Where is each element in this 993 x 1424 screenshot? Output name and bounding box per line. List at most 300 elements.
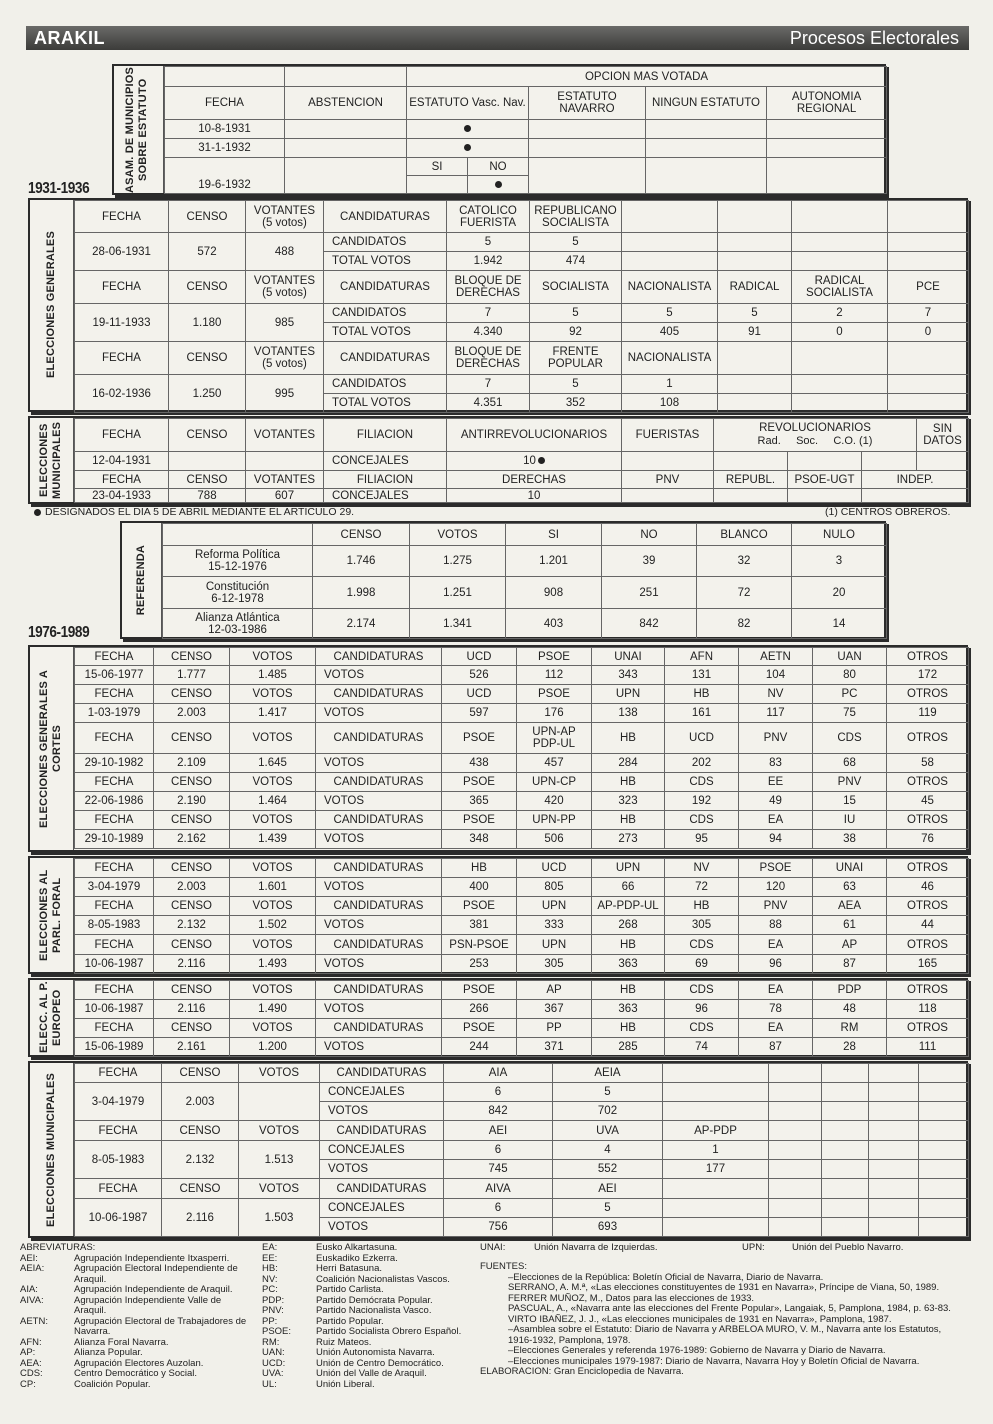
abbreviation-unai: UNAI: Unión Navarra de Izquierdas.: [480, 1242, 658, 1253]
vote-count: 381: [442, 916, 517, 935]
note-dot: [34, 509, 41, 516]
vote-dot: [464, 125, 471, 132]
censo-value: 572: [169, 233, 246, 271]
party-name: HB: [592, 935, 665, 955]
vote-count: 69: [665, 955, 739, 974]
vote-count: 842: [444, 1102, 553, 1121]
europeo-block: [28, 978, 968, 1057]
votos-value: 1.493: [230, 955, 316, 974]
censo-value: 2.116: [162, 1199, 239, 1237]
source-line: –Elecciones municipales 1979-1987: Diario de Navarra, Navarra Hoy y Boletín Oficial de Navarra.: [508, 1355, 920, 1367]
election-date: 15-06-1977: [75, 666, 154, 685]
vote-count: 756: [444, 1218, 553, 1237]
abbreviation-row: UAN: Unión Autonomista Navarra.: [262, 1347, 435, 1358]
vote-count: 305: [517, 955, 592, 974]
abbreviation-row: AP: Alianza Popular.: [20, 1347, 143, 1358]
party-name: HB: [442, 859, 517, 878]
vote-count: 363: [592, 1000, 665, 1019]
votantes-value: 488: [246, 233, 324, 271]
municipales-table: [74, 1063, 969, 1237]
election-date: 12-04-1931: [75, 452, 169, 471]
party-name: HB: [592, 1019, 665, 1038]
abbreviation-row: PP: Partido Popular.: [262, 1315, 384, 1327]
vote-count: 58: [887, 754, 969, 773]
table-row: VOTOS 842 702: [75, 1102, 969, 1121]
election-date: 28-06-1931: [75, 233, 169, 271]
party-name: NV: [665, 859, 739, 878]
cortes-block: [28, 645, 968, 852]
vote-count: 120: [739, 878, 813, 897]
party-name: AEI: [553, 1179, 663, 1199]
party-name: AP: [517, 981, 592, 1000]
party-name: CATOLICO FUERISTA: [447, 201, 530, 233]
censo-value: 2.003: [154, 878, 230, 897]
censo-value: 2.190: [154, 792, 230, 811]
vote-count: 266: [442, 1000, 517, 1019]
election-date: 15-06-1989: [75, 1038, 154, 1057]
party-name: IU: [813, 811, 887, 830]
votos-value: 1.502: [230, 916, 316, 935]
party-name: PSOE: [442, 723, 517, 754]
abbreviation-row: AETN: Agrupación Electoral de Trabajadores de Navarra.: [20, 1315, 247, 1337]
vote-count: 111: [887, 1038, 969, 1057]
party-name: EA: [739, 811, 813, 830]
table-row: VOTOS 745 552 177: [75, 1160, 969, 1179]
election-date: 1-03-1979: [75, 704, 154, 723]
header-row: FECHA CENSO VOTOS CANDIDATURAS PSOE UPN AP-PDP-UL HB PNV AEA OTROS: [75, 897, 969, 916]
generales-1931-table: FECHA CENSO VOTANTES (5 votos) CANDIDATURAS CATOLICO FUERISTA REPUBLICANO SOCIALISTA 28-06-1931 572 488 CANDIDATOS 5 5 TOTAL VOTOS 1.942 474 FECHA CENSO VOTANTES (5 votos) CANDIDATURAS BLOQUE DE DERECHAS SOCIALISTA NACIONALISTA RADICAL RADICAL SOCIALISTA PCE 19-11-1933 1.180 985 CANDIDATOS 7 5 5 5 2 7 TOTAL VOTOS 4.340 92 405 91 0 0 FECHA CENSO VOTANTES (5 votos) CANDIDATURAS BLOQUE DE DERECHAS FRENTE POPULAR NACIONALISTA 16-02-1936 1.250 995 CANDIDATOS 7 5 1 TOTAL VOTOS 4.351 352 108: [74, 200, 969, 413]
asamblea-date: 31-1-1932: [165, 139, 285, 158]
abbreviations-col1: ABREVIATURAS: AEI: Agrupación Independiente Itxasperri. AEIA: Agrupación Electoral Independiente de Araquil. AIA: Agrupación Independiente de Araquil. AIVA: Agrupación Independiente Valle de Araquil. AETN: Agrupación Electoral de Trabajadores de Navarra. AFN: Alianza Foral Navarra. AP: Alianza Popular. AEA: Agrupación Electores Auzolan. CDS: Centro Democrático y Social. CP: Coalición Popular.: [20, 1243, 255, 1390]
vote-count: 78: [739, 1000, 813, 1019]
header-row: FECHA CENSO VOTOS CANDIDATURAS HB UCD UPN NV PSOE UNAI OTROS: [75, 859, 969, 878]
party-name: UCD: [442, 685, 517, 704]
vote-count: 48: [813, 1000, 887, 1019]
party-name: PDP: [813, 981, 887, 1000]
censo-value: 2.132: [154, 916, 230, 935]
party-name: RADICAL: [718, 271, 792, 304]
col-estatuto-vn: ESTATUTO Vasc. Nav.: [407, 87, 529, 120]
vote-count: 253: [442, 955, 517, 974]
party-name: OTROS: [887, 981, 969, 1000]
party-name: NV: [739, 685, 813, 704]
vote-count: 46: [887, 878, 969, 897]
party-name: PSN-PSOE: [442, 935, 517, 955]
votos-value: 1.439: [230, 830, 316, 849]
party-name: SOCIALISTA: [530, 271, 622, 304]
vote-count: 68: [813, 754, 887, 773]
table-row: VOTOS 756 693: [75, 1218, 969, 1237]
votos-value: 1.503: [239, 1199, 320, 1237]
table-row: 3-04-1979 2.003 CONCEJALES 6 5: [75, 1083, 969, 1102]
col-ningun: NINGUN ESTATUTO: [646, 87, 767, 120]
foral-table: [74, 858, 969, 974]
header-row: FECHA CENSO VOTOS CANDIDATURAS AIA AEIA: [75, 1064, 969, 1083]
vote-count: 702: [553, 1102, 663, 1121]
header-row: FECHA CENSO VOTOS CANDIDATURAS PSN-PSOE UPN HB CDS EA AP OTROS: [75, 935, 969, 955]
party-name: UNAI: [592, 648, 665, 666]
party-name: PNV: [739, 897, 813, 916]
election-date: 16-02-1936: [75, 375, 169, 413]
election-date: 19-11-1933: [75, 304, 169, 342]
party-name: HB: [592, 723, 665, 754]
party-name: AFN: [665, 648, 739, 666]
vote-count: 131: [665, 666, 739, 685]
vote-count: 88: [739, 916, 813, 935]
header-row: FECHA CENSO VOTOS CANDIDATURAS PSOE PP HB CDS EA RM OTROS: [75, 1019, 969, 1038]
votos-value: 1.490: [230, 1000, 316, 1019]
party-name: AETN: [739, 648, 813, 666]
header-row: FECHA CENSO VOTOS CANDIDATURAS PSOE UPN-CP HB CDS EE PNV OTROS: [75, 773, 969, 792]
concejales-count: 6: [444, 1199, 553, 1218]
election-date: 10-06-1987: [75, 1000, 154, 1019]
municipales-1931-label: ELECCIONES MUNICIPALES: [30, 418, 74, 502]
europeo-label: ELECC. AL P. EUROPEO: [30, 980, 74, 1055]
referendum-name: Reforma Política 15-12-1976: [163, 546, 313, 577]
vote-count: 117: [739, 704, 813, 723]
vote-count: 457: [517, 754, 592, 773]
header-row: FECHA CENSO VOTOS CANDIDATURAS AEI UVA AP-PDP: [75, 1121, 969, 1141]
censo-value: 1.180: [169, 304, 246, 342]
vote-count: 400: [442, 878, 517, 897]
vote-count: 161: [665, 704, 739, 723]
party-name: OTROS: [887, 723, 969, 754]
table-row: 15-06-1977 1.777 1.485 VOTOS 526 112 343 131 104 80 172: [75, 666, 969, 685]
vote-count: 506: [517, 830, 592, 849]
vote-count: 66: [592, 878, 665, 897]
party-name: UPN-CP: [517, 773, 592, 792]
vote-count: 348: [442, 830, 517, 849]
censo-value: 2.003: [162, 1083, 239, 1121]
party-name: UAN: [813, 648, 887, 666]
abbreviation-row: UVA: Unión del Valle de Araquil.: [262, 1368, 427, 1379]
abbreviation-row: HB: Herri Batasuna.: [262, 1263, 383, 1274]
concejales-count: 6: [444, 1141, 553, 1160]
vote-count: 104: [739, 666, 813, 685]
europeo-table: [74, 980, 969, 1057]
vote-count: 365: [442, 792, 517, 811]
vote-count: 95: [665, 830, 739, 849]
party-name: CDS: [665, 935, 739, 955]
party-name: AP-PDP: [663, 1121, 769, 1141]
vote-count: 745: [444, 1160, 553, 1179]
vote-count: 176: [517, 704, 592, 723]
abbreviation-row: CP: Coalición Popular.: [20, 1378, 151, 1390]
asamblea-date: 19-6-1932: [165, 158, 285, 194]
cortes-label: ELECCIONES GENERALES A CORTES: [30, 647, 74, 850]
page-header: [26, 26, 969, 50]
referenda-label: REFERENDA: [122, 523, 162, 637]
vote-count: 438: [442, 754, 517, 773]
vote-count: 343: [592, 666, 665, 685]
party-name: CDS: [665, 1019, 739, 1038]
abbreviation-row: EA: Eusko Alkartasuna.: [262, 1242, 398, 1253]
party-name: OTROS: [887, 773, 969, 792]
referenda-block: [120, 521, 886, 639]
concejales-count: 4: [553, 1141, 663, 1160]
party-name: CDS: [813, 723, 887, 754]
party-name: PSOE: [739, 859, 813, 878]
party-name: PSOE: [442, 773, 517, 792]
header-row: FECHA CENSO VOTOS CANDIDATURAS AIVA AEI: [75, 1179, 969, 1199]
abbreviation-row: PSOE: Partido Socialista Obrero Español.: [262, 1326, 462, 1337]
votos-value: 1.601: [230, 878, 316, 897]
abbreviation-row: PDP: Partido Demócrata Popular.: [262, 1294, 433, 1306]
vote-count: 80: [813, 666, 887, 685]
vote-count: 284: [592, 754, 665, 773]
votos-value: 1.513: [239, 1141, 320, 1179]
table-row: 8-05-1983 2.132 1.502 VOTOS 381 333 268 305 88 61 44: [75, 916, 969, 935]
censo-value: 2.162: [154, 830, 230, 849]
vote-count: 96: [665, 1000, 739, 1019]
vote-count: 49: [739, 792, 813, 811]
party-name: AIVA: [444, 1179, 553, 1199]
abbreviation-row: AEA: Agrupación Electores Auzolan.: [20, 1357, 204, 1369]
referendum-name: Alianza Atlántica 12-03-1986: [163, 609, 313, 639]
party-name: AEIA: [553, 1064, 663, 1083]
abbreviation-row: AIA: Agrupación Independiente de Araquil.: [20, 1284, 233, 1295]
party-name: HB: [592, 981, 665, 1000]
abbreviation-row: EE: Euskadiko Ezkerra.: [262, 1252, 398, 1264]
party-name: PSOE: [442, 897, 517, 916]
election-date: 10-06-1987: [75, 955, 154, 974]
asamblea-label: ASAM. DE MUNICIPIOS SOBRE ESTATUTO: [114, 66, 164, 193]
censo-value: 2.003: [154, 704, 230, 723]
header-row: FECHA CENSO VOTOS CANDIDATURAS UCD PSOE UPN HB NV PC OTROS: [75, 685, 969, 704]
party-name: RADICAL SOCIALISTA: [792, 271, 888, 304]
party-name: EA: [739, 935, 813, 955]
concejales-count: 5: [553, 1199, 663, 1218]
municipales-1931-table: FECHA CENSO VOTANTES FILIACION ANTIRREVOLUCIONARIOS FUERISTAS REVOLUCIONARIOS Rad. Soc. C.O. (1) SIN DATOS 12-04-1931 CONCEJALES 10 FECHA CENSO VOTANTES FILIACION DERECHAS PNV REPUBL. PSOE-UGT INDEP. 23-04-1933 788 607 CONCEJALES 10: [74, 418, 969, 503]
party-name: CDS: [665, 773, 739, 792]
party-name: UPN-AP PDP-UL: [517, 723, 592, 754]
header-row: FECHA CENSO VOTOS CANDIDATURAS PSOE UPN-PP HB CDS EA IU OTROS: [75, 811, 969, 830]
vote-count: 805: [517, 878, 592, 897]
source-line: SERRANO, A. M.ª, «Las elecciones constituyentes de 1931 en Navarra», Príncipe de Viana, 50, 1989.: [508, 1282, 940, 1293]
party-name: PSOE: [517, 685, 592, 704]
party-name: UVA: [553, 1121, 663, 1141]
abbreviation-row: CDS: Centro Democrático y Social.: [20, 1368, 198, 1379]
vote-count: 268: [592, 916, 665, 935]
table-row: 10-06-1987 2.116 1.493 VOTOS 253 305 363 69 96 87 165: [75, 955, 969, 974]
election-date: 22-06-1986: [75, 792, 154, 811]
party-name: EA: [739, 1019, 813, 1038]
table-row: 29-10-1989 2.162 1.439 VOTOS 348 506 273 95 94 38 76: [75, 830, 969, 849]
municipality-name: ARAKIL: [34, 27, 105, 48]
cortes-table: [74, 647, 969, 849]
party-name: PNV: [813, 773, 887, 792]
table-row: 3-04-1979 2.003 1.601 VOTOS 400 805 66 72 120 63 46: [75, 878, 969, 897]
table-row: 1-03-1979 2.003 1.417 VOTOS 597 176 138 161 117 75 119: [75, 704, 969, 723]
municipales-label: ELECCIONES MUNICIPALES: [30, 1063, 74, 1236]
vote-count: 202: [665, 754, 739, 773]
col-estatuto-navarro: ESTATUTO NAVARRO: [529, 87, 646, 120]
party-name: BLOQUE DE DERECHAS: [447, 271, 530, 304]
source-line: PASCUAL, A., «Navarra ante las elecciones del Frente Popular», Langaiak, 5, Pamplona, 1984, p. 63-83.: [508, 1303, 951, 1314]
censo-value: 2.116: [154, 1000, 230, 1019]
generales-1931-block: [28, 198, 968, 412]
party-name: PC: [813, 685, 887, 704]
election-date: 3-04-1979: [75, 878, 154, 897]
vote-count: 285: [592, 1038, 665, 1057]
party-name: AP: [813, 935, 887, 955]
vote-count: 305: [665, 916, 739, 935]
abbreviation-row: RM: Ruiz Mateos.: [262, 1336, 372, 1348]
vote-count: 72: [665, 878, 739, 897]
election-date: 8-05-1983: [75, 916, 154, 935]
censo-value: 2.109: [154, 754, 230, 773]
party-name: OTROS: [887, 811, 969, 830]
censo-value: 1.777: [154, 666, 230, 685]
vote-count: 44: [887, 916, 969, 935]
votos-value: 1.485: [230, 666, 316, 685]
si-label: SI: [407, 158, 468, 176]
party-name: AP-PDP-UL: [592, 897, 665, 916]
party-name: OTROS: [887, 648, 969, 666]
opcion-header: OPCION MAS VOTADA: [407, 67, 887, 87]
source-line: –Asamblea sobre el Estatuto: Diario de Navarra y ARBELOA MURO, V. M., Navarra ante los Estatutos, 1916-1932, Pamplona, 1978.: [508, 1324, 942, 1346]
municipales-1931-block: [28, 416, 968, 504]
vote-count: 165: [887, 955, 969, 974]
party-name: UPN: [592, 859, 665, 878]
vote-count: 323: [592, 792, 665, 811]
party-name: OTROS: [887, 859, 969, 878]
censo-value: 2.161: [154, 1038, 230, 1057]
concejales-count: 5: [553, 1083, 663, 1102]
table-row: 10-06-1987 2.116 1.490 VOTOS 266 367 363 96 78 48 118: [75, 1000, 969, 1019]
abbreviation-row: AFN: Alianza Foral Navarra.: [20, 1336, 169, 1348]
vote-count: 96: [739, 955, 813, 974]
vote-count: 119: [887, 704, 969, 723]
votos-value: [239, 1083, 320, 1121]
section-title: Procesos Electorales: [789, 27, 959, 48]
party-name: CDS: [665, 981, 739, 1000]
party-name: UPN: [517, 935, 592, 955]
vote-count: 38: [813, 830, 887, 849]
party-name: AEA: [813, 897, 887, 916]
party-name: FRENTE POPULAR: [530, 342, 622, 375]
party-name: RM: [813, 1019, 887, 1038]
party-name: PSOE: [442, 1019, 517, 1038]
party-name: OTROS: [887, 685, 969, 704]
party-name: PP: [517, 1019, 592, 1038]
asamblea-table: [164, 66, 887, 194]
party-name: PSOE: [442, 981, 517, 1000]
votos-value: 1.200: [230, 1038, 316, 1057]
abbreviations-col2: [262, 1243, 487, 1390]
election-date: 10-06-1987: [75, 1199, 162, 1237]
concejales-count: 6: [444, 1083, 553, 1102]
vote-dot: [495, 181, 502, 188]
party-name: HB: [665, 685, 739, 704]
designated-dot: [538, 457, 545, 464]
abbreviation-row: UL: Unión Liberal.: [262, 1378, 375, 1390]
vote-count: 273: [592, 830, 665, 849]
vote-count: 112: [517, 666, 592, 685]
party-name: HB: [592, 773, 665, 792]
no-label: NO: [468, 158, 529, 176]
party-name: OTROS: [887, 897, 969, 916]
abbreviation-row: AEIA: Agrupación Electoral Independiente de Araquil.: [20, 1263, 238, 1285]
vote-count: 371: [517, 1038, 592, 1057]
votantes-value: 995: [246, 375, 324, 413]
party-name: NACIONALISTA: [622, 271, 718, 304]
header-row: FECHA CENSO VOTOS CANDIDATURAS UCD PSOE UNAI AFN AETN UAN OTROS: [75, 648, 969, 666]
vote-count: 45: [887, 792, 969, 811]
col-fecha: FECHA: [165, 87, 285, 120]
censo-value: 1.250: [169, 375, 246, 413]
party-name: PNV: [739, 723, 813, 754]
source-line: –Elecciones Generales y referenda 1976-1989: Gobierno de Navarra y Diario de Navarra.: [508, 1345, 886, 1356]
abbreviation-row: AIVA: Agrupación Independiente Valle de Araquil.: [20, 1294, 222, 1316]
sources: FUENTES: –Elecciones de la República: Boletín Oficial de Navarra, Diario de Navarra. SERRANO, A. M.ª, «Las elecciones constituyentes de 1931 en Navarra», Príncipe de Viana, 50, 1989. FERRER MUÑOZ, M., Datos para las elecciones de 1933. PASCUAL, A., «Navarra ante las elecciones del Frente Popular», Langaiak, 5, Pamplona, 1984, p. 63-83. VIRTO IBAÑEZ, J. J., «Las elecciones municipales de 1931 en Navarra», Pamplona, 1987. –Asamblea sobre el Estatuto: Diario de Navarra y ARBELOA MURO, V. M., Navarra ante los Estatutos, 1916-1932, Pamplona, 1978. –Elecciones Generales y referenda 1976-1989: Gobierno de Navarra y Diario de Navarra. –Elecciones municipales 1979-1987: Diario de Navarra, Navarra Hoy y Boletín Oficial de Navarra. ELABORACION: Gran Enciclopedia de Navarra.: [480, 1262, 958, 1378]
table-row: 10-06-1987 2.116 1.503 CONCEJALES 6 5: [75, 1199, 969, 1218]
concejales-count: 1: [663, 1141, 769, 1160]
vote-count: 333: [517, 916, 592, 935]
party-name: EE: [739, 773, 813, 792]
vote-count: 138: [592, 704, 665, 723]
vote-count: 363: [592, 955, 665, 974]
censo-value: 2.116: [154, 955, 230, 974]
vote-count: 693: [553, 1218, 663, 1237]
party-name: UCD: [665, 723, 739, 754]
vote-count: 244: [442, 1038, 517, 1057]
vote-count: 61: [813, 916, 887, 935]
col-abstencion: ABSTENCION: [285, 87, 407, 120]
vote-count: 172: [887, 666, 969, 685]
party-name: PSOE: [517, 648, 592, 666]
party-name: HB: [665, 897, 739, 916]
vote-count: 87: [813, 955, 887, 974]
vote-count: 118: [887, 1000, 969, 1019]
vote-count: 63: [813, 878, 887, 897]
votos-value: 1.464: [230, 792, 316, 811]
votos-value: 1.417: [230, 704, 316, 723]
vote-count: 177: [663, 1160, 769, 1179]
period-label: 1931-1936: [28, 180, 90, 197]
table-row: 29-10-1982 2.109 1.645 VOTOS 438 457 284 202 83 68 58: [75, 754, 969, 773]
party-name: UPN: [517, 897, 592, 916]
table-row: 22-06-1986 2.190 1.464 VOTOS 365 420 323 192 49 15 45: [75, 792, 969, 811]
party-name: EA: [739, 981, 813, 1000]
censo-value: 2.132: [162, 1141, 239, 1179]
asamblea-block: [112, 64, 886, 195]
header-row: FECHA CENSO VOTOS CANDIDATURAS PSOE UPN-AP PDP-UL HB UCD PNV CDS OTROS: [75, 723, 969, 754]
abbreviation-row: UCD: Unión de Centro Democrático.: [262, 1357, 444, 1369]
party-name: CDS: [665, 811, 739, 830]
generales-1931-label: ELECCIONES GENERALES: [30, 200, 74, 410]
vote-count: 83: [739, 754, 813, 773]
election-date: 3-04-1979: [75, 1083, 162, 1121]
abbreviation-upn: UPN: Unión del Pueblo Navarro.: [742, 1242, 904, 1253]
source-line: –Elecciones de la República: Boletín Oficial de Navarra, Diario de Navarra.: [508, 1271, 824, 1283]
abbreviation-row: PC: Partido Carlista.: [262, 1284, 384, 1295]
municipales-block: [28, 1061, 968, 1238]
table-row: 8-05-1983 2.132 1.513 CONCEJALES 6 4 1: [75, 1141, 969, 1160]
abbreviation-row: AEI: Agrupación Independiente Itxasperri.: [20, 1252, 230, 1264]
vote-count: 74: [665, 1038, 739, 1057]
foral-label: ELECCIONES AL PARL. FORAL: [30, 858, 74, 972]
vote-count: 94: [739, 830, 813, 849]
col-autonomia: AUTONOMIA REGIONAL: [767, 87, 887, 120]
abbreviation-row: PNV: Partido Nacionalista Vasco.: [262, 1305, 432, 1316]
party-name: OTROS: [887, 935, 969, 955]
party-name: UCD: [442, 648, 517, 666]
election-date: 8-05-1983: [75, 1141, 162, 1179]
referendum-name: Constitución 6-12-1978: [163, 577, 313, 609]
abbreviation-row: NV: Coalición Nacionalistas Vascos.: [262, 1273, 450, 1285]
party-name: UNAI: [813, 859, 887, 878]
